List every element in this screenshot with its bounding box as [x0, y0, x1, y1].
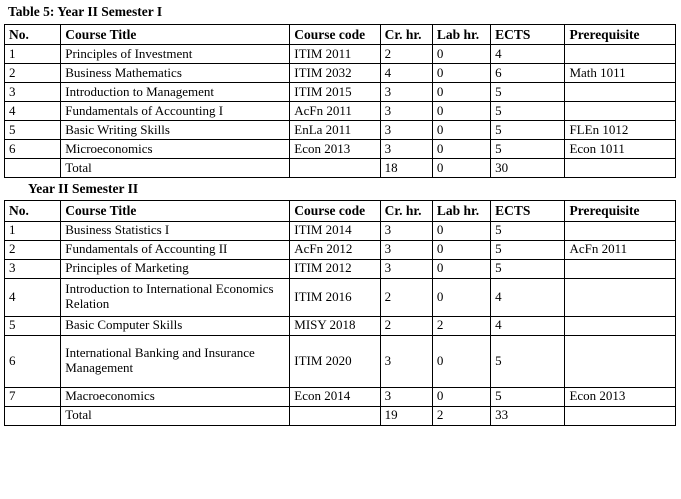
cell-lab-hr: 0	[432, 64, 490, 83]
cell-course-code: ITIM 2014	[290, 221, 380, 240]
cell-credit-hr: 3	[380, 121, 432, 140]
table-row	[5, 387, 676, 406]
table1-caption: Table 5: Year II Semester I	[8, 4, 163, 19]
cell-prerequisite: FLEn 1012	[565, 121, 676, 140]
cell-course-title: Basic Writing Skills	[61, 121, 290, 140]
cell-no: 6	[5, 140, 61, 159]
cell-credit-hr: 2	[380, 316, 432, 335]
table-row	[5, 221, 676, 240]
cell-prerequisite	[565, 335, 676, 387]
document-page	[0, 5, 681, 499]
cell-course-title: Introduction to Management	[61, 83, 290, 102]
cell-course-title: Business Statistics I	[61, 221, 290, 240]
cell-credit-hr: 3	[380, 83, 432, 102]
cell-credit-hr: 4	[380, 64, 432, 83]
cell-course-code: Econ 2014	[290, 387, 380, 406]
cell-no: 3	[5, 83, 61, 102]
cell-lab-hr: 0	[432, 140, 490, 159]
header-lab-hr: Lab hr.	[432, 24, 490, 45]
cell-credit-hr: 3	[380, 102, 432, 121]
cell-lab-hr: 0	[432, 240, 490, 259]
cell-ects: 4	[491, 45, 565, 64]
cell-lab-hr: 0	[432, 387, 490, 406]
cell-course-title: Microeconomics	[61, 140, 290, 159]
cell-prerequisite	[565, 316, 676, 335]
cell-ects: 5	[491, 240, 565, 259]
year2-semester2-table	[4, 200, 676, 426]
cell-ects: 5	[491, 335, 565, 387]
cell-no: 1	[5, 221, 61, 240]
cell-course-title: Business Mathematics	[61, 64, 290, 83]
table-row	[5, 278, 676, 316]
cell-ects: 4	[491, 278, 565, 316]
cell-lab-hr: 0	[432, 121, 490, 140]
cell-credit-hr: 2	[380, 45, 432, 64]
header-ects: ECTS	[491, 201, 565, 222]
cell-ects: 5	[491, 259, 565, 278]
cell-course-title: Macroeconomics	[61, 387, 290, 406]
cell-prerequisite: AcFn 2011	[565, 240, 676, 259]
table-row	[5, 45, 676, 64]
cell-lab-hr: 0	[432, 335, 490, 387]
cell-ects: 5	[491, 121, 565, 140]
table-header-row	[5, 24, 676, 45]
header-prerequisite: Prerequisite	[565, 24, 676, 45]
header-course-title: Course Title	[61, 24, 290, 45]
cell-credit-hr: 3	[380, 140, 432, 159]
cell-ects: 4	[491, 316, 565, 335]
total-lab-hr: 0	[432, 159, 490, 178]
cell-lab-hr: 0	[432, 83, 490, 102]
cell-course-code: AcFn 2011	[290, 102, 380, 121]
cell-course-code: ITIM 2020	[290, 335, 380, 387]
header-no: No.	[5, 24, 61, 45]
cell-no: 4	[5, 278, 61, 316]
cell-credit-hr: 3	[380, 259, 432, 278]
cell-prerequisite	[565, 406, 676, 425]
cell-prerequisite	[565, 45, 676, 64]
cell-course-code: ITIM 2016	[290, 278, 380, 316]
cell-course-title: Basic Computer Skills	[61, 316, 290, 335]
header-ects: ECTS	[491, 24, 565, 45]
table-header-row	[5, 201, 676, 222]
cell-lab-hr: 0	[432, 278, 490, 316]
cell-course-title: Principles of Investment	[61, 45, 290, 64]
cell-lab-hr: 0	[432, 221, 490, 240]
cell-course-title: International Banking and Insurance Management	[61, 335, 290, 387]
cell-course-title: Fundamentals of Accounting II	[61, 240, 290, 259]
cell-credit-hr: 3	[380, 221, 432, 240]
table-row	[5, 259, 676, 278]
total-label: Total	[61, 159, 290, 178]
table-row	[5, 121, 676, 140]
cell-course-title: Fundamentals of Accounting I	[61, 102, 290, 121]
cell-course-code	[290, 406, 380, 425]
cell-no	[5, 406, 61, 425]
cell-credit-hr: 2	[380, 278, 432, 316]
total-credit-hr: 18	[380, 159, 432, 178]
total-ects: 30	[491, 159, 565, 178]
cell-course-title: Principles of Marketing	[61, 259, 290, 278]
cell-course-code: ITIM 2012	[290, 259, 380, 278]
cell-prerequisite: Econ 2013	[565, 387, 676, 406]
cell-ects: 6	[491, 64, 565, 83]
total-ects: 33	[491, 406, 565, 425]
cell-ects: 5	[491, 140, 565, 159]
cell-no: 5	[5, 316, 61, 335]
cell-course-code: EnLa 2011	[290, 121, 380, 140]
cell-lab-hr: 0	[432, 102, 490, 121]
cell-credit-hr: 3	[380, 335, 432, 387]
header-course-title: Course Title	[61, 201, 290, 222]
cell-prerequisite	[565, 102, 676, 121]
table-row	[5, 316, 676, 335]
cell-lab-hr: 0	[432, 45, 490, 64]
table2-caption: Year II Semester II	[28, 181, 139, 197]
cell-prerequisite	[565, 278, 676, 316]
cell-course-code	[290, 159, 380, 178]
cell-no: 5	[5, 121, 61, 140]
cell-course-code: AcFn 2012	[290, 240, 380, 259]
header-lab-hr: Lab hr.	[432, 201, 490, 222]
cell-prerequisite	[565, 259, 676, 278]
year2-semester1-table	[4, 24, 676, 179]
cell-no: 6	[5, 335, 61, 387]
cell-no: 7	[5, 387, 61, 406]
header-course-code: Course code	[290, 24, 380, 45]
cell-lab-hr: 0	[432, 259, 490, 278]
cell-course-code: ITIM 2011	[290, 45, 380, 64]
header-credit-hr: Cr. hr.	[380, 24, 432, 45]
cell-course-code: ITIM 2032	[290, 64, 380, 83]
cell-no: 3	[5, 259, 61, 278]
header-credit-hr: Cr. hr.	[380, 201, 432, 222]
table-row	[5, 83, 676, 102]
cell-credit-hr: 3	[380, 387, 432, 406]
cell-no: 1	[5, 45, 61, 64]
cell-lab-hr: 2	[432, 316, 490, 335]
cell-ects: 5	[491, 221, 565, 240]
cell-no	[5, 159, 61, 178]
cell-ects: 5	[491, 83, 565, 102]
table-row	[5, 240, 676, 259]
table-row	[5, 140, 676, 159]
cell-course-code: ITIM 2015	[290, 83, 380, 102]
cell-prerequisite: Econ 1011	[565, 140, 676, 159]
cell-course-title: Introduction to International Economics Relation	[61, 278, 290, 316]
header-prerequisite: Prerequisite	[565, 201, 676, 222]
table-row	[5, 102, 676, 121]
total-lab-hr: 2	[432, 406, 490, 425]
cell-prerequisite: Math 1011	[565, 64, 676, 83]
total-label: Total	[61, 406, 290, 425]
cell-prerequisite	[565, 221, 676, 240]
cell-credit-hr: 3	[380, 240, 432, 259]
cell-prerequisite	[565, 159, 676, 178]
cell-ects: 5	[491, 102, 565, 121]
cell-no: 2	[5, 240, 61, 259]
header-course-code: Course code	[290, 201, 380, 222]
table-row	[5, 335, 676, 387]
table-row	[5, 64, 676, 83]
table-total-row	[5, 406, 676, 425]
cell-no: 4	[5, 102, 61, 121]
total-credit-hr: 19	[380, 406, 432, 425]
cell-prerequisite	[565, 83, 676, 102]
cell-no: 2	[5, 64, 61, 83]
table-total-row	[5, 159, 676, 178]
cell-course-code: MISY 2018	[290, 316, 380, 335]
header-no: No.	[5, 201, 61, 222]
cell-ects: 5	[491, 387, 565, 406]
cell-course-code: Econ 2013	[290, 140, 380, 159]
